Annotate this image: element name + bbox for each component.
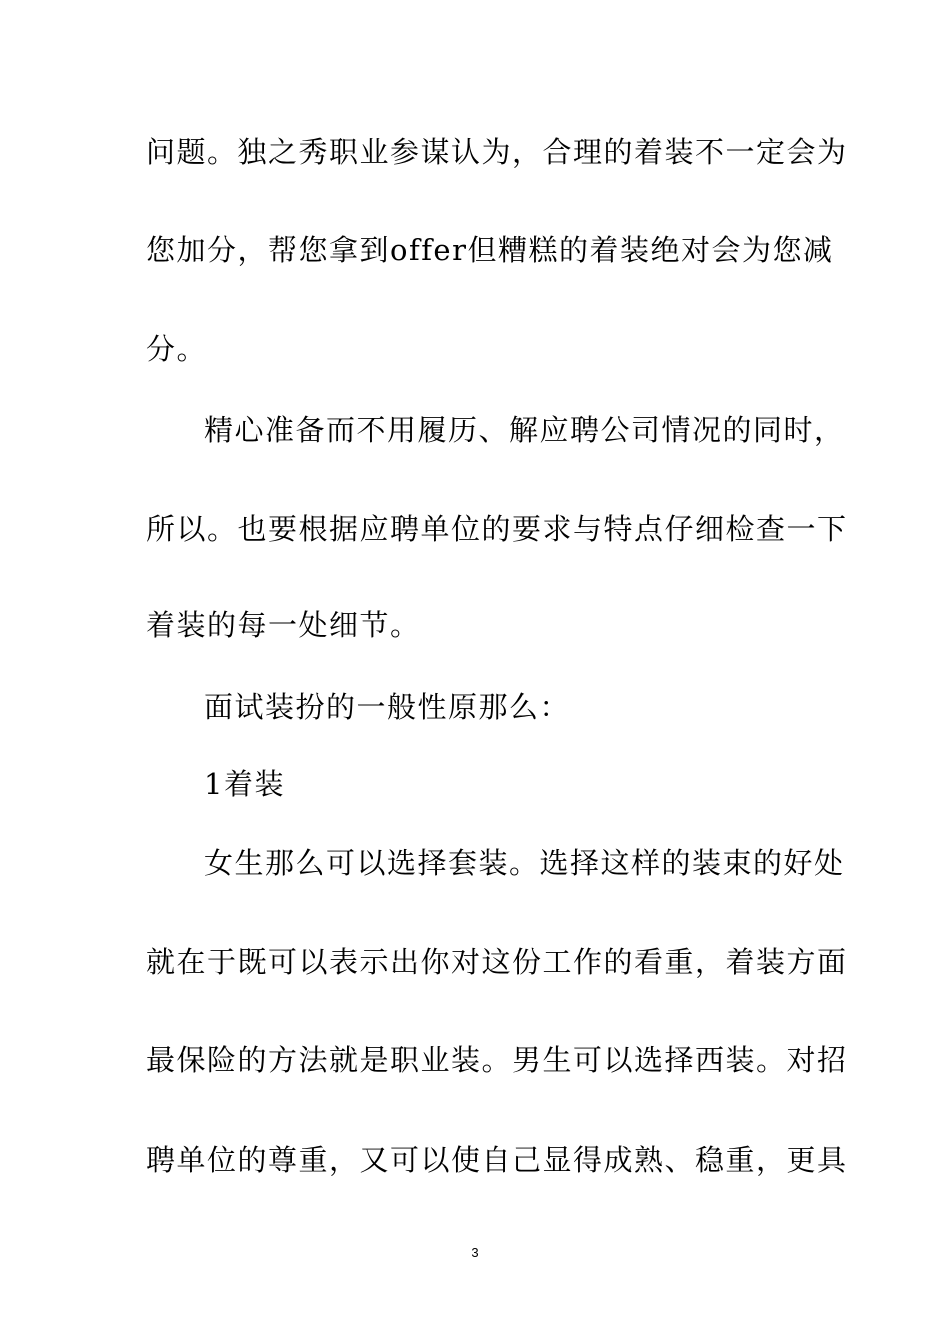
text-line-3: 分。 [146,332,208,366]
text-line-12: 聘单位的尊重，又可以使自己显得成熟、稳重，更具 [146,1143,848,1177]
page-number: 3 [471,1245,479,1260]
text-line-10: 就在于既可以表示出你对这份工作的看重，着装方面 [146,945,848,979]
text-line-6: 着装的每一处细节。 [146,608,421,642]
text-line-8: 1着装 [204,767,285,801]
text-line-7: 面试装扮的一般性原那么： [204,690,571,724]
text-line-2: 您加分，帮您拿到offer但糟糕的着装绝对会为您减 [146,233,834,267]
text-line-9: 女生那么可以选择套装。选择这样的装束的好处 [204,846,845,880]
text-line-5: 所以。也要根据应聘单位的要求与特点仔细检查一下 [146,512,848,546]
text-line-4: 精心准备而不用履历、解应聘公司情况的同时， [204,413,845,447]
text-line-11: 最保险的方法就是职业装。男生可以选择西装。对招 [146,1043,848,1077]
text-line-1: 问题。独之秀职业参谋认为，合理的着装不一定会为 [146,135,848,169]
